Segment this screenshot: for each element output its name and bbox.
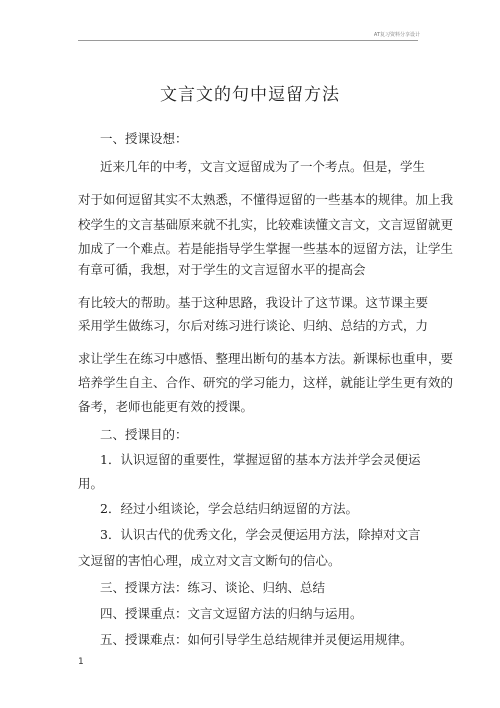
header-note: AT复习资料分享设计 <box>373 32 420 38</box>
list-item-continuation: 文逗留的害怕心理，成立对文言文断句的信心。 <box>78 553 341 568</box>
paragraph-line: 加成了一个难点。若是能指导学生掌握一些基本的逗留方法，让学生 <box>78 241 454 256</box>
paragraph-line: 求让学生在练习中感悟、整理出断句的基本方法。新课标也重申，要 <box>78 351 454 366</box>
section-heading-2: 二、授课目的： <box>100 427 188 442</box>
list-item: 2．经过小组谈论，学会总结归纳逗留的方法。 <box>100 501 358 516</box>
paragraph-line: 培养学生自主、合作、研究的学习能力，这样，就能让学生更有效的 <box>78 375 454 390</box>
list-item-continuation: 用。 <box>78 476 104 491</box>
section-heading-1: 一、授课设想： <box>100 131 188 146</box>
section-heading-3: 三、授课方法：练习、谈论、归纳、总结 <box>100 580 326 595</box>
paragraph-line: 有比较大的帮助。基于这种思路，我设计了这节课。这节课主要 <box>78 295 429 310</box>
paragraph-line: 对于如何逗留其实不太熟悉，不懂得逗留的一些基本的规律。加上我 <box>78 192 454 207</box>
page-title: 文言文的句中逗留方法 <box>160 85 340 105</box>
page-number: 1 <box>78 657 84 667</box>
header-rule <box>78 40 418 41</box>
paragraph-line: 有章可循，我想，对于学生的文言逗留水平的提高会 <box>78 262 366 277</box>
section-heading-5: 五、授课难点：如何引导学生总结规律并灵便运用规律。 <box>100 632 413 647</box>
paragraph-line: 校学生的文言基础原来就不扎实，比较难读懂文言文，文言逗留就更 <box>78 217 454 232</box>
paragraph-line: 采用学生做练习，尔后对练习进行谈论、归纳、总结的方式，力 <box>78 318 429 333</box>
paragraph-line: 近来几年的中考，文言文逗留成为了一个考点。但是，学生 <box>100 159 426 174</box>
section-heading-4: 四、授课重点：文言文逗留方法的归纳与运用。 <box>100 606 363 621</box>
list-item: 3．认识古代的优秀文化，学会灵便运用方法，除掉对文言 <box>100 527 421 542</box>
list-item: 1．认识逗留的重要性，掌握逗留的基本方法并学会灵便运 <box>100 452 421 467</box>
paragraph-line: 备考，老师也能更有效的授课。 <box>78 399 254 414</box>
